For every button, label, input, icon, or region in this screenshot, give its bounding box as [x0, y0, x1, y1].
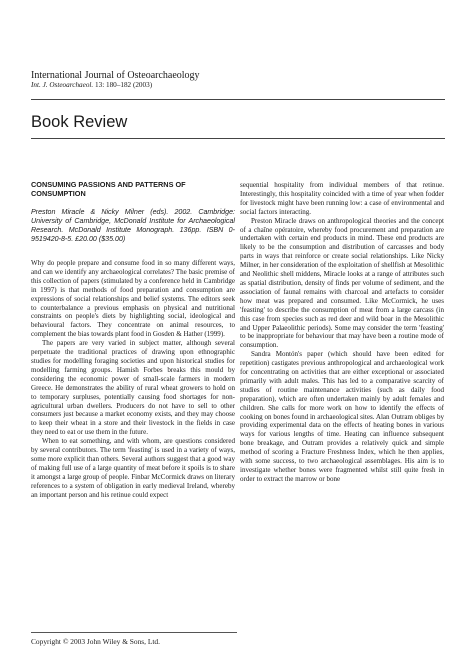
section-title: Book Review	[31, 113, 128, 131]
body-paragraph: Why do people prepare and consume food in so many different ways, and can we identify any archaeological correlates? The basic premise of this collection of papers (stimulated by a conference held in Cambridge in 1997) is that methods of food preparation and consumption are expressions of social relationships and belief systems. The editors seek to counterbalance a previous emphasis on physical and nutritional constraints on people's diets by highlighting social, ideological and behavioural factors. They concentrate on animal resources, to complement the bias towards plant food in Gosden & Hather (1999).	[31, 259, 235, 339]
body-paragraph: Sandra Montón's paper (which should have been edited for repetition) castigates previous anthropological and archaeological work for concentrating on activities that are either exceptional or associated primarily with adult males. This has led to a comparative scarcity of studies of routine maintenance activities (such as daily food preparation), which are often undertaken mainly by adult females and children. She calls for more work on how to identify the effects of cooking on bones found in archaeological sites. Alan Outram obliges by providing experimental data on the effects of heating bones in various ways for various lengths of time. Heating can influence subsequent bone breakage, and Outram provides a relatively quick and simple method of scoring a Fracture Freshness Index, which he then applies, with some success, to two archaeological assemblages. His aim is to investigate whether bones were fragmented whilst still quite fresh in order to extract the marrow or bone	[240, 350, 444, 483]
body-paragraph: When to eat something, and with whom, are questions considered by several contributors. The term 'feasting' is used in a variety of ways, some more explicit than others. Several authors suggest that a good way of making full use of a large quantity of meat before it spoils is to share it amongst a large group of people. Finbar McCormick draws on literary references to a system of obligation in early medieval Ireland, whereby an important person and his retinue could expect	[31, 437, 235, 499]
book-bibliographic-details: Preston Miracle & Nicky Milner (eds). 2002. Cambridge: University of Cambridge, McDonald Institute for Archaeological Research. McDonald Institute Monograph. 136pp. ISBN 0-9519420-8-5. £20.00 ($35.00)	[31, 208, 235, 243]
citation-details: 13: 180–182 (2003)	[93, 81, 153, 89]
body-paragraph: The papers are very varied in subject matter, although several perpetuate the traditional practices of drawing upon ethnographic studies for modelling foraging societies and upon historical studies for modelling farming groups. Hamish Forbes breaks this mould by considering the economic power of small-scale farmers in modern Greece. He demonstrates the ability of rural wheat growers to hold on to temporary surpluses, potentially causing food shortages for non-agricultural urban dwellers. Producers do not have to sell to other consumers just because a market economy exists, and they may choose to keep their wheat in a store and their livestock in the fields in case they need to eat or use them in the future.	[31, 339, 235, 437]
body-paragraph: sequential hospitality from individual members of that retinue. Interestingly, this hospitality coincided with a time of year when fodder for livestock might have been running low: a case of environmental and social factors interacting.	[240, 181, 444, 216]
journal-citation	[31, 81, 200, 90]
left-column	[31, 180, 235, 499]
right-column	[240, 181, 444, 484]
review-title: CONSUMING PASSIONS AND PATTERNS OF CONSUMPTION	[31, 180, 186, 198]
citation-abbrev: Int. J. Osteoarchaeol.	[31, 81, 94, 89]
journal-name: International Journal of Osteoarchaeology	[31, 70, 200, 81]
footer-rule	[31, 632, 237, 633]
header-rule	[31, 99, 445, 100]
journal-header	[31, 70, 200, 90]
section-rule	[31, 138, 445, 139]
body-paragraph: Preston Miracle draws on anthropological theories and the concept of a chaîne opératoire, whereby food procurement and preparation are undertaken with certain end products in mind. These end products are likely to be the consumption and distribution of carcasses and body parts in ways that reinforce or create social relationships. Like Nicky Milner, in her consideration of the exploitation of shellfish at Mesolithic and Neolithic shell middens, Miracle looks at a range of attributes such as spatial distribution, density of finds per volume of sediment, and the association of faunal remains with charcoal and artefacts to consider how meat was prepared and consumed. Like McCormick, he uses 'feasting' to describe the consumption of meat from a large carcass (in this case from species such as red deer and wild boar in the Mesolithic and Upper Palaeolithic periods). Some may consider the term 'feasting' to be inappropriate for behaviour that may have been a routine mode of consumption.	[240, 216, 444, 350]
copyright-notice: Copyright © 2003 John Wiley & Sons, Ltd.	[31, 637, 160, 646]
